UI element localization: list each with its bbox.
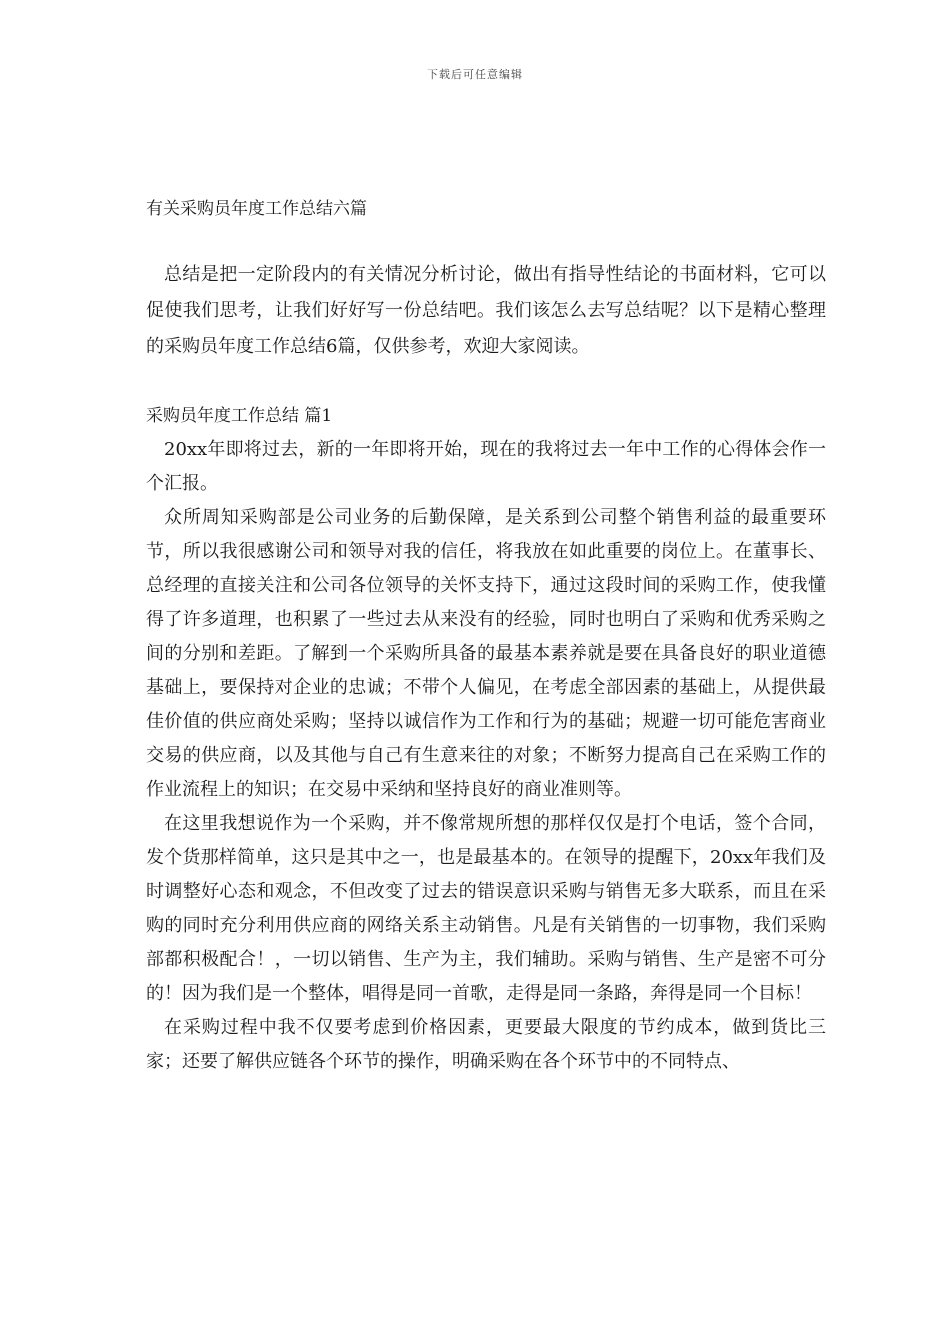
intro-paragraph: 总结是把一定阶段内的有关情况分析讨论，做出有指导性结论的书面材料，它可以促使我们思考，让我们好好写一份总结吧。我们该怎么去写总结呢？以下是精心整理的采购员年度工作总结6篇，仅供参考，欢迎大家阅读。 (146, 264, 826, 357)
document-title: 有关采购员年度工作总结六篇 (146, 199, 367, 219)
paragraph: 在这里我想说作为一个采购，并不像常规所想的那样仅仅是打个电话，签个合同，发个货那样简单，这只是其中之一，也是最基本的。在领导的提醒下，20xx年我们及时调整好心态和观念，不但改变了过去的错误意识采购与销售无多大联系，而且在采购的同时充分利用供应商的网络关系主动销售。凡是有关销售的一切事物，我们采购部都积极配合！，一切以销售、生产为主，我们辅助。采购与销售、生产是密不可分的！因为我们是一个整体，唱得是同一首歌，走得是同一条路，奔得是同一个目标！ (146, 813, 826, 1004)
paragraph: 众所周知采购部是公司业务的后勤保障，是关系到公司整个销售利益的最重要环节，所以我很感谢公司和领导对我的信任，将我放在如此重要的岗位上。在董事长、总经理的直接关注和公司各位领导的关怀支持下，通过这段时间的采购工作，使我懂得了许多道理，也积累了一些过去从来没有的经验，同时也明白了采购和优秀采购之间的分别和差距。了解到一个采购所具备的最基本素养就是要在具备良好的职业道德基础上，要保持对企业的忠诚；不带个人偏见，在考虑全部因素的基础上，从提供最佳价值的供应商处采购；坚持以诚信作为工作和行为的基础；规避一切可能危害商业交易的供应商，以及其他与自己有生意来往的对象；不断努力提高自己在采购工作的作业流程上的知识；在交易中采纳和坚持良好的商业准则等。 (146, 507, 826, 800)
intro-section (146, 257, 826, 365)
paragraph: 20xx年即将过去，新的一年即将开始，现在的我将过去一年中工作的心得体会作一个汇报。 (146, 439, 826, 494)
header-note: 下载后可任意编辑 (427, 68, 523, 81)
section-1 (146, 399, 826, 1079)
paragraph: 在采购过程中我不仅要考虑到价格因素，更要最大限度的节约成本，做到货比三家；还要了解供应链各个环节的操作，明确采购在各个环节中的不同特点、 (146, 1017, 826, 1072)
section-heading: 采购员年度工作总结 篇1 (146, 406, 333, 426)
